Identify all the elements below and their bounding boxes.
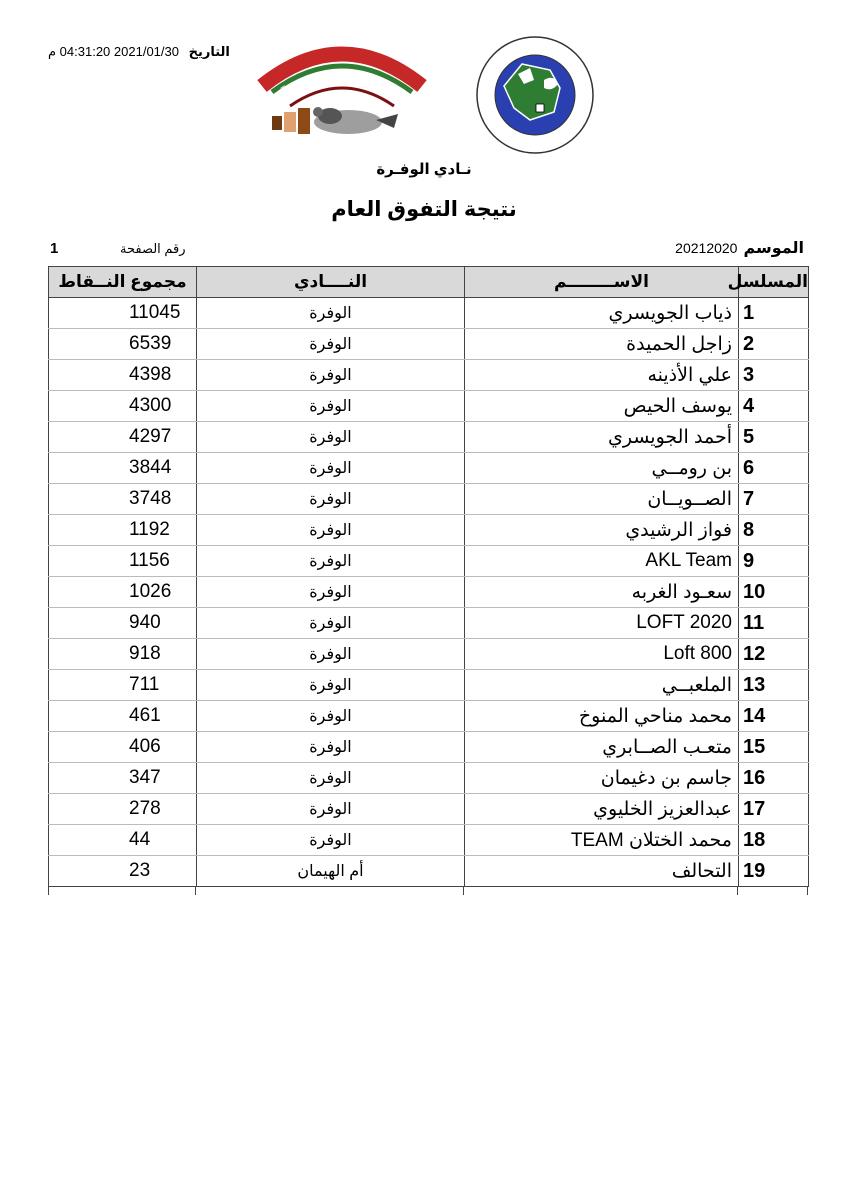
- pigeon-logo-icon: [244, 28, 440, 148]
- row-serial: 2: [739, 329, 809, 360]
- row-points: 1192: [49, 515, 197, 546]
- results-table: [48, 266, 809, 887]
- row-points: 347: [49, 763, 197, 794]
- table-row: [49, 825, 809, 856]
- row-name: التحالف: [465, 856, 739, 887]
- row-points: 1026: [49, 577, 197, 608]
- table-row: [49, 639, 809, 670]
- table-row: [49, 763, 809, 794]
- row-points: 44: [49, 825, 197, 856]
- table-row: [49, 608, 809, 639]
- table-row: [49, 515, 809, 546]
- row-points: 4300: [49, 391, 197, 422]
- row-name: متعـب الصــابري: [465, 732, 739, 763]
- row-name: الصــويــان: [465, 484, 739, 515]
- row-serial: 11: [739, 608, 809, 639]
- row-name: بن رومــي: [465, 453, 739, 484]
- table-row: [49, 670, 809, 701]
- row-name: يوسف الحيص: [465, 391, 739, 422]
- page-number-info: [50, 240, 186, 257]
- row-serial: 9: [739, 546, 809, 577]
- col-header-serial: المسلسل: [739, 267, 809, 298]
- federation-logo: [474, 34, 596, 156]
- table-row: [49, 794, 809, 825]
- row-club: الوفرة: [197, 422, 465, 453]
- row-club: الوفرة: [197, 329, 465, 360]
- table-row: [49, 360, 809, 391]
- row-serial: 6: [739, 453, 809, 484]
- row-name: زاجل الحميدة: [465, 329, 739, 360]
- row-serial: 3: [739, 360, 809, 391]
- row-points: 4398: [49, 360, 197, 391]
- row-name: فواز الرشيدي: [465, 515, 739, 546]
- svg-text:_: _: [275, 77, 286, 90]
- row-name: ذياب الجويسري: [465, 298, 739, 329]
- table-row: [49, 391, 809, 422]
- report-date: [48, 44, 230, 60]
- row-club: الوفرة: [197, 360, 465, 391]
- table-row: [49, 546, 809, 577]
- col-header-name: الاســــــــم: [465, 267, 739, 298]
- row-club: الوفرة: [197, 763, 465, 794]
- row-serial: 19: [739, 856, 809, 887]
- row-serial: 17: [739, 794, 809, 825]
- table-row: [49, 329, 809, 360]
- table-tail: [48, 887, 808, 895]
- row-name: LOFT 2020: [465, 608, 739, 639]
- row-club: الوفرة: [197, 701, 465, 732]
- row-points: 4297: [49, 422, 197, 453]
- col-header-club: النــــادي: [197, 267, 465, 298]
- row-serial: 16: [739, 763, 809, 794]
- row-name: جاسم بن دغيمان: [465, 763, 739, 794]
- row-name: سعـود الغربه: [465, 577, 739, 608]
- row-name: عبدالعزيز الخليوي: [465, 794, 739, 825]
- row-serial: 14: [739, 701, 809, 732]
- row-club: الوفرة: [197, 608, 465, 639]
- row-name: محمد مناحي المنوخ: [465, 701, 739, 732]
- season-value: 20212020: [675, 240, 738, 256]
- table-header-row: [49, 267, 809, 298]
- season-info: [675, 238, 804, 258]
- page-label: رقم الصفحة: [120, 241, 186, 256]
- row-points: 406: [49, 732, 197, 763]
- table-row: [49, 484, 809, 515]
- row-serial: 8: [739, 515, 809, 546]
- row-club: الوفرة: [197, 732, 465, 763]
- row-points: 11045: [49, 298, 197, 329]
- row-club: الوفرة: [197, 298, 465, 329]
- row-serial: 18: [739, 825, 809, 856]
- row-club: الوفرة: [197, 577, 465, 608]
- row-serial: 12: [739, 639, 809, 670]
- row-serial: 5: [739, 422, 809, 453]
- table-row: [49, 577, 809, 608]
- row-club: الوفرة: [197, 639, 465, 670]
- row-name: محمد الختلان TEAM: [465, 825, 739, 856]
- club-title: نـادي الوفـرة: [376, 161, 472, 178]
- club-logo: [244, 28, 440, 148]
- table-row: [49, 422, 809, 453]
- federation-emblem-icon: [474, 34, 596, 156]
- table-row: [49, 732, 809, 763]
- row-serial: 15: [739, 732, 809, 763]
- row-club: الوفرة: [197, 515, 465, 546]
- row-serial: 4: [739, 391, 809, 422]
- row-name: الملعبــي: [465, 670, 739, 701]
- table-row: [49, 453, 809, 484]
- row-serial: 7: [739, 484, 809, 515]
- row-serial: 10: [739, 577, 809, 608]
- row-points: 940: [49, 608, 197, 639]
- row-points: 1156: [49, 546, 197, 577]
- table-row: [49, 298, 809, 329]
- row-serial: 1: [739, 298, 809, 329]
- row-club: الوفرة: [197, 825, 465, 856]
- row-points: 3844: [49, 453, 197, 484]
- row-club: الوفرة: [197, 794, 465, 825]
- row-points: 3748: [49, 484, 197, 515]
- row-points: 278: [49, 794, 197, 825]
- row-serial: 13: [739, 670, 809, 701]
- row-club: الوفرة: [197, 484, 465, 515]
- page-number: 1: [50, 240, 59, 257]
- report-title: نتيجة التفوق العام: [331, 198, 517, 221]
- row-club: الوفرة: [197, 453, 465, 484]
- row-club: الوفرة: [197, 391, 465, 422]
- date-value: 2021/01/30 04:31:20 م: [48, 44, 179, 59]
- table-row: [49, 701, 809, 732]
- row-points: 6539: [49, 329, 197, 360]
- row-name: علي الأذينه: [465, 360, 739, 391]
- row-name: Loft 800: [465, 639, 739, 670]
- season-label: الموسم: [743, 240, 804, 257]
- row-points: 23: [49, 856, 197, 887]
- row-points: 711: [49, 670, 197, 701]
- table-row: [49, 856, 809, 887]
- row-name: أحمد الجويسري: [465, 422, 739, 453]
- date-label: التاريخ: [188, 44, 230, 59]
- row-club: أم الهيمان: [197, 856, 465, 887]
- row-name: AKL Team: [465, 546, 739, 577]
- row-points: 918: [49, 639, 197, 670]
- row-club: الوفرة: [197, 546, 465, 577]
- row-points: 461: [49, 701, 197, 732]
- row-club: الوفرة: [197, 670, 465, 701]
- col-header-points: مجموع النــقاط: [49, 267, 197, 298]
